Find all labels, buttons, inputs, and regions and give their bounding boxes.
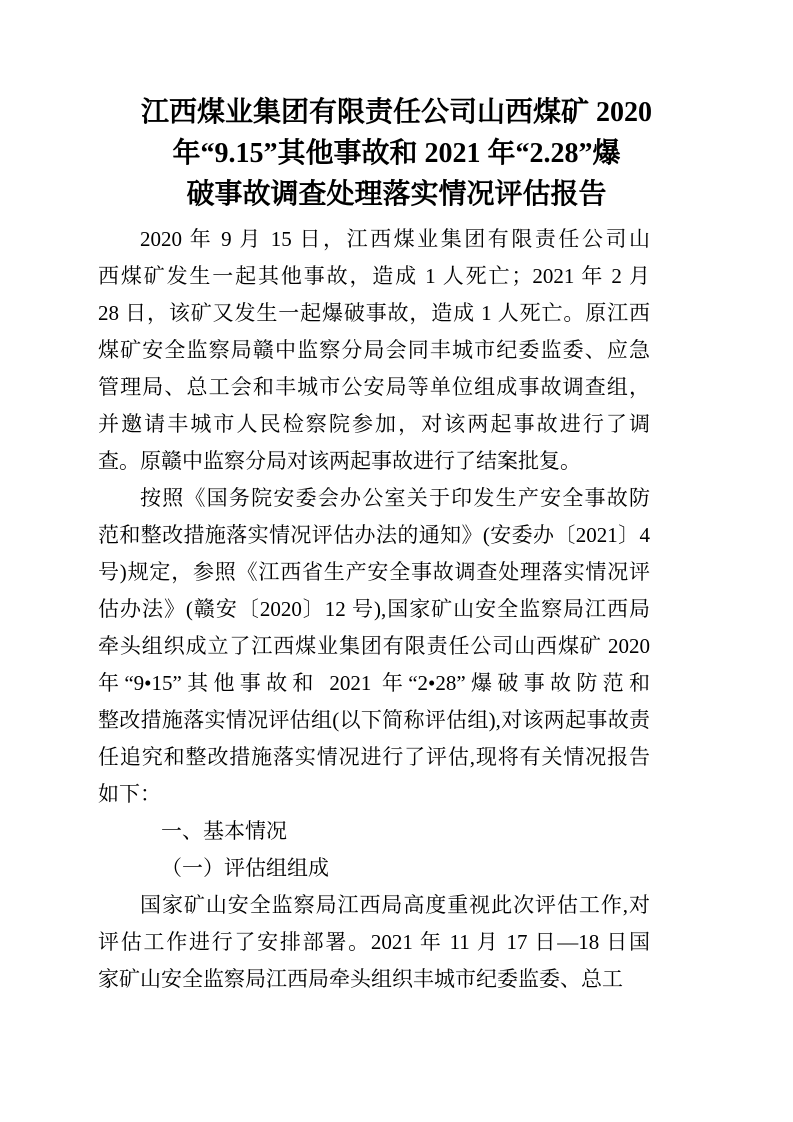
title-line: 年“9.15”其他事故和 2021 年“2.28”爆 [172, 138, 621, 169]
title-line: 破事故调查处理落实情况评估报告 [186, 179, 607, 210]
paragraph [98, 887, 650, 998]
text-line: 并邀请丰城市人民检察院参加，对该两起事故进行了调 [98, 412, 650, 436]
heading [98, 850, 650, 887]
text-line: 如下： [98, 782, 161, 806]
text-line: 西煤矿发生一起其他事故，造成 1 人死亡；2021 年 2 月 [98, 264, 650, 288]
document-title [0, 92, 793, 215]
text-line: 家矿山安全监察局江西局牵头组织丰城市纪委监委、总工 [98, 967, 623, 991]
text-line: 国家矿山安全监察局江西局高度重视此次评估工作,对 [140, 893, 650, 917]
text-line: 按照《国务院安委会办公室关于印发生产安全事故防 [140, 486, 650, 510]
text-line: 任追究和整改措施落实情况进行了评估,现将有关情况报告 [98, 745, 650, 769]
title-line: 江西煤业集团有限责任公司山西煤矿 2020 [140, 97, 652, 128]
text-line: 范和整改措施落实情况评估办法的通知》(安委办〔2021〕4 [98, 523, 650, 547]
text-line: 煤矿安全监察局赣中监察分局会同丰城市纪委监委、应急 [98, 338, 650, 362]
text-line: 一、基本情况 [161, 819, 287, 843]
text-line: 牵头组织成立了江西煤业集团有限责任公司山西煤矿 2020 [98, 634, 650, 658]
text-line: 号)规定，参照《江西省生产安全事故调查处理落实情况评 [98, 560, 650, 584]
paragraph [98, 480, 650, 813]
text-line: （一）评估组组成 [161, 856, 329, 880]
text-line: 28 日，该矿又发生一起爆破事故，造成 1 人死亡。原江西 [98, 301, 650, 325]
paragraph [98, 221, 650, 480]
text-line: 估办法》(赣安〔2020〕12 号),国家矿山安全监察局江西局 [98, 597, 650, 621]
document-body [98, 221, 650, 998]
text-line: 查。原赣中监察分局对该两起事故进行了结案批复。 [98, 449, 581, 473]
heading [98, 813, 650, 850]
text-line: 评估工作进行了安排部署。2021 年 11 月 17 日—18 日国 [98, 930, 650, 954]
text-line: 管理局、总工会和丰城市公安局等单位组成事故调查组， [98, 375, 650, 399]
text-line: 整改措施落实情况评估组(以下简称评估组),对该两起事故责 [98, 708, 650, 732]
text-line: 2020 年 9 月 15 日，江西煤业集团有限责任公司山 [140, 227, 650, 251]
text-line: 年“9•15”其他事故和 2021 年“2•28”爆破事故防范和 [98, 671, 650, 695]
